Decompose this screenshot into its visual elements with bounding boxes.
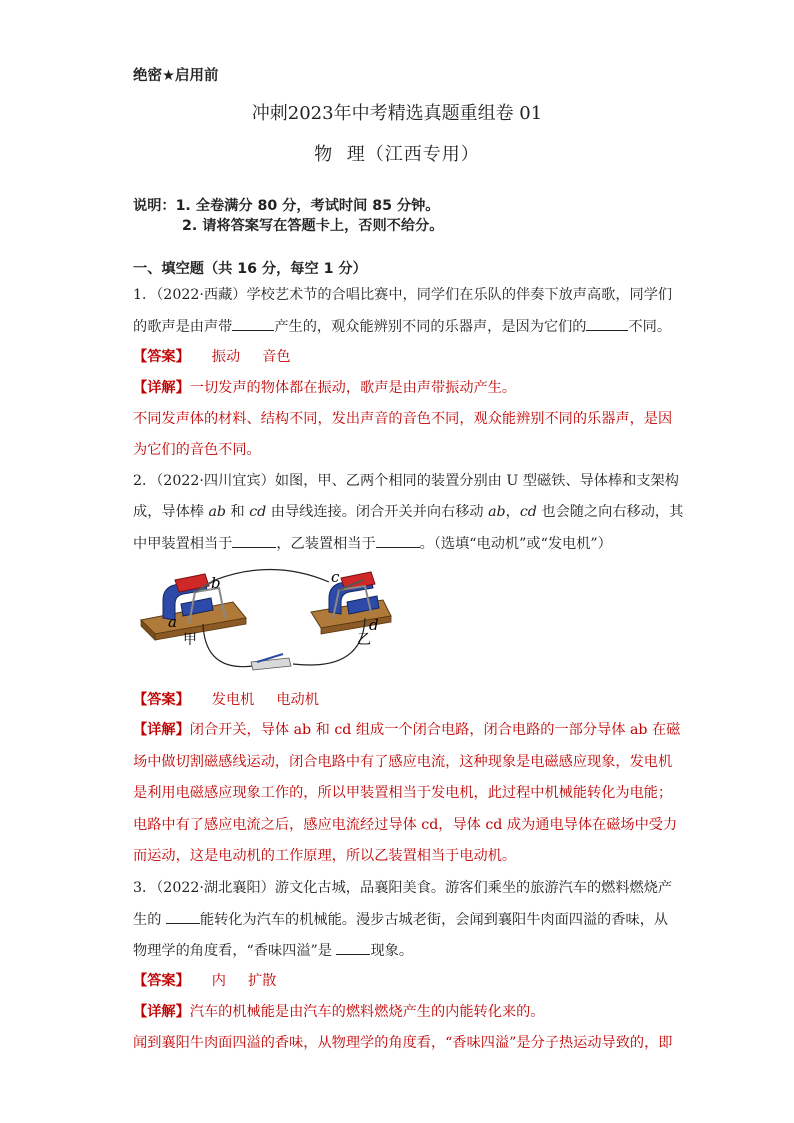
q1-blank-2 bbox=[586, 316, 628, 331]
q2-figure bbox=[133, 562, 393, 682]
q1-detail-2: 不同发声体的材料、结构不同，发出声音的音色不同，观众能辨别不同的乐器声，是因 bbox=[133, 411, 673, 427]
q2-detail-5: 而运动，这是电动机的工作原理，所以乙装置相当于电动机。 bbox=[133, 848, 517, 864]
label-b: b bbox=[211, 574, 221, 592]
instruction-1: 说明：1. 全卷满分 80 分，考试时间 85 分钟。 bbox=[133, 198, 440, 214]
q3-blank-1 bbox=[166, 909, 200, 924]
page-subtitle: 物 理（江西专用） bbox=[314, 144, 480, 165]
q3-line-2: 生的 能转化为汽车的机械能。漫步古城老街，会闻到襄阳牛肉面四溢的香味，从 bbox=[133, 909, 668, 930]
q3-detail-2: 闻到襄阳牛肉面四溢的香味，从物理学的角度看，“香味四溢”是分子热运动导致的，即 bbox=[133, 1035, 673, 1051]
q1-detail-1: 【详解】一切发声的物体都在振动，歌声是由声带振动产生。 bbox=[133, 380, 517, 396]
q2-blank-1 bbox=[232, 533, 276, 548]
label-c: c bbox=[331, 568, 340, 586]
page-title: 冲刺2023年中考精选真题重组卷 01 bbox=[251, 103, 543, 124]
q3-line-1: 3．（2022·湖北襄阳）游文化古城，品襄阳美食。游客们乘坐的旅游汽车的燃料燃烧产 bbox=[133, 880, 673, 896]
q2-line-3: 中甲装置相当于 ，乙装置相当于 。（选填“电动机”或“发电机”） bbox=[133, 533, 612, 554]
q3-answer: 【答案】 内 扩散 bbox=[133, 973, 277, 989]
q1-line-1: 1．（2022·西藏）学校艺术节的合唱比赛中，同学们在乐队的伴奏下放声高歌，同学们 bbox=[133, 287, 673, 303]
label-a: a bbox=[168, 613, 177, 631]
q3-line-3: 物理学的角度看，“香味四溢”是 现象。 bbox=[133, 940, 413, 961]
wire-top bbox=[215, 569, 329, 582]
q1-detail-3: 为它们的音色不同。 bbox=[133, 442, 261, 458]
instruction-2: 2. 请将答案写在答题卡上，否则不给分。 bbox=[182, 218, 444, 234]
label-yi: 乙 bbox=[357, 632, 371, 648]
q3-detail-1: 【详解】汽车的机械能是由汽车的燃料燃烧产生的内能转化来的。 bbox=[133, 1004, 545, 1020]
q2-line-2: 成，导体棒 ab 和 cd 由导线连接。闭合开关并向右移动 ab，cd 也会随之向右移动，其 bbox=[133, 504, 684, 520]
q2-blank-2 bbox=[376, 533, 420, 548]
secret-label: 绝密★启用前 bbox=[133, 68, 219, 84]
q2-detail-1: 【详解】闭合开关，导体 ab 和 cd 组成一个闭合电路，闭合电路的一部分导体 ab 在磁 bbox=[133, 722, 681, 738]
label-jia: 甲 bbox=[183, 632, 197, 648]
q3-blank-2 bbox=[336, 940, 370, 955]
section-heading: 一、填空题（共 16 分，每空 1 分） bbox=[133, 261, 367, 277]
q2-detail-3: 是利用电磁感应现象工作的，所以甲装置相当于发电机，此过程中机械能转化为电能； bbox=[133, 785, 673, 801]
q2-detail-4: 电路中有了感应电流之后，感应电流经过导体 cd，导体 cd 成为通电导体在磁场中受力 bbox=[133, 817, 678, 833]
label-d: d bbox=[369, 616, 379, 634]
switch bbox=[251, 654, 291, 670]
q2-answer: 【答案】 发电机 电动机 bbox=[133, 692, 319, 708]
q1-blank-1 bbox=[232, 316, 274, 331]
q1-line-2: 的歌声是由声带 产生的，观众能辨别不同的乐器声，是因为它们的 不同。 bbox=[133, 316, 671, 337]
q2-detail-2: 场中做切割磁感线运动，闭合电路中有了感应电流，这种现象是电磁感应现象，发电机 bbox=[133, 754, 673, 770]
q2-line-1: 2．（2022·四川宜宾）如图，甲、乙两个相同的装置分别由 U 型磁铁、导体棒和支架构 bbox=[133, 473, 679, 489]
q1-answer: 【答案】 振动 音色 bbox=[133, 349, 291, 365]
